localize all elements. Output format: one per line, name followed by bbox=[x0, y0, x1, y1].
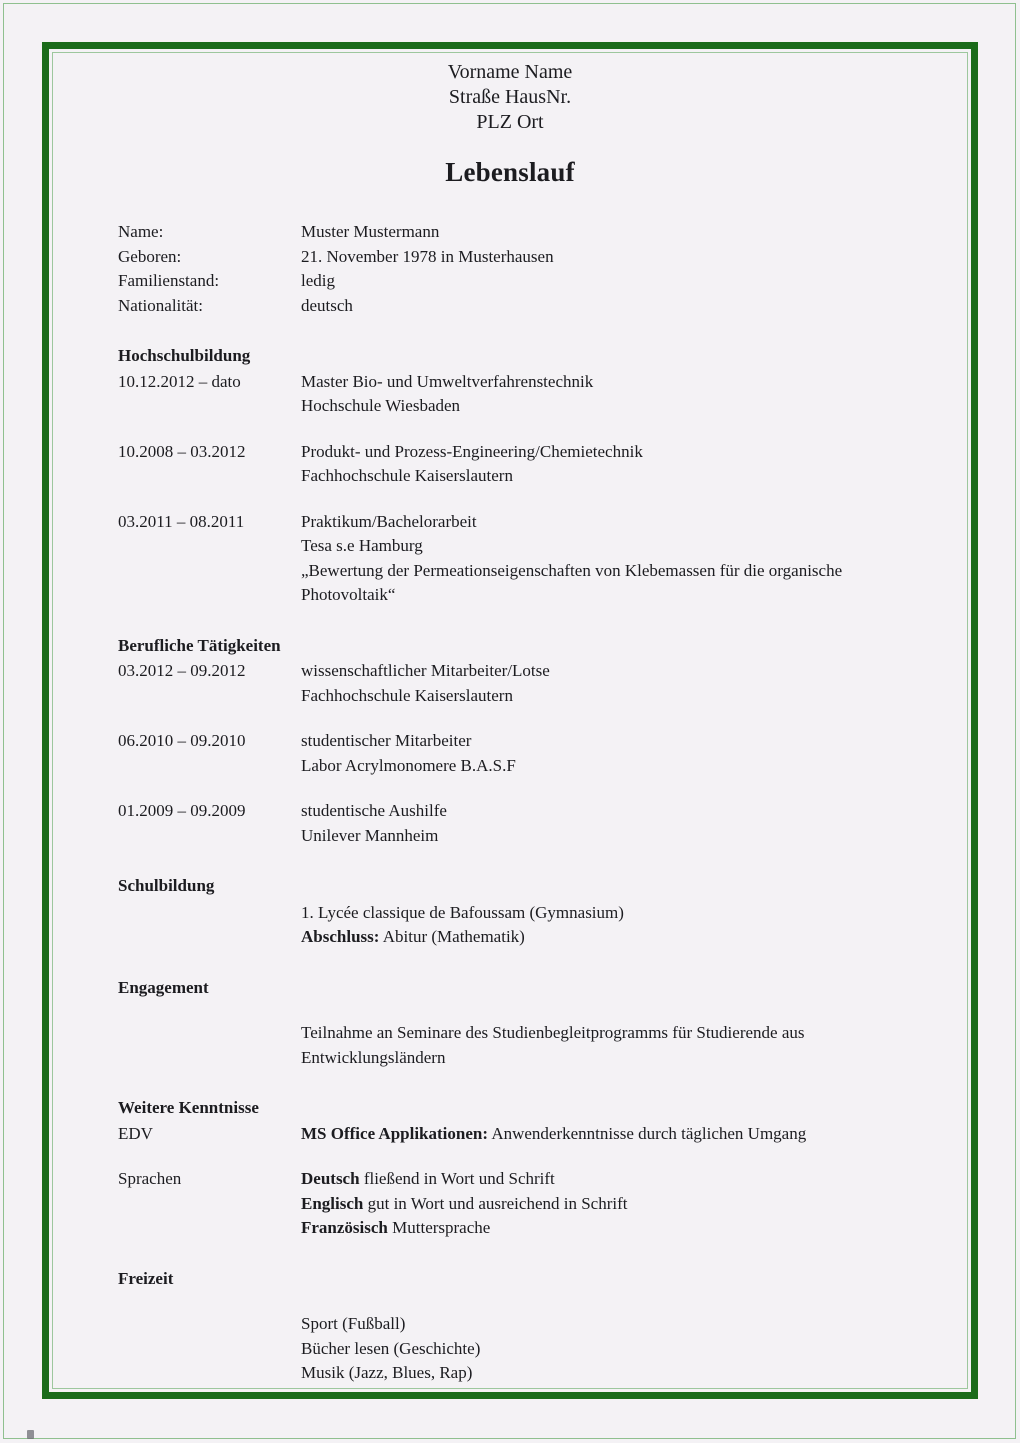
entry-hochschule-2 bbox=[118, 440, 908, 489]
entry-detail bbox=[301, 659, 908, 708]
entry-hochschule-1 bbox=[118, 370, 908, 419]
language-line bbox=[301, 1167, 908, 1192]
language-name: Deutsch bbox=[301, 1169, 360, 1188]
contact-header bbox=[0, 60, 1020, 135]
section-heading-schulbildung: Schulbildung bbox=[118, 876, 215, 895]
language-line bbox=[301, 1192, 908, 1217]
entry-period: 03.2012 – 09.2012 bbox=[118, 661, 246, 680]
entry-detail bbox=[301, 440, 908, 489]
entry-engagement bbox=[118, 1021, 908, 1070]
degree-label: Abschluss: bbox=[301, 927, 380, 946]
contact-name: Vorname Name bbox=[447, 61, 573, 83]
personal-value-nationalitaet: deutsch bbox=[301, 295, 353, 315]
entry-hochschule-3 bbox=[118, 510, 908, 608]
table-row bbox=[118, 294, 908, 319]
entry-detail bbox=[301, 1021, 908, 1070]
edv-line bbox=[301, 1122, 908, 1147]
entry-detail bbox=[301, 510, 908, 608]
sprachen-label: Sprachen bbox=[118, 1169, 182, 1188]
entry-edv bbox=[118, 1122, 908, 1147]
hobby-line: Bücher lesen (Geschichte) bbox=[301, 1338, 481, 1358]
hobby-line: Musik (Jazz, Blues, Rap) bbox=[301, 1363, 473, 1382]
entry-line: wissenschaftlicher Mitarbeiter/Lotse bbox=[301, 661, 550, 680]
entry-period: 03.2011 – 08.2011 bbox=[118, 511, 245, 531]
personal-label-geboren: Geboren: bbox=[118, 246, 182, 266]
language-name: Englisch bbox=[301, 1193, 364, 1213]
entry-period: 10.2008 – 03.2012 bbox=[118, 441, 246, 461]
language-level: Muttersprache bbox=[387, 1218, 491, 1237]
section-heading-engagement: Engagement bbox=[118, 977, 209, 997]
section-heading-berufliche-taetigkeiten: Berufliche Tätigkeiten bbox=[118, 635, 281, 655]
entry-line: Unilever Mannheim bbox=[301, 825, 439, 845]
entry-line: studentischer Mitarbeiter bbox=[301, 731, 472, 750]
personal-value-name: Muster Mustermann bbox=[301, 222, 440, 241]
personal-label-name: Name: bbox=[118, 222, 164, 241]
language-level: fließend in Wort und Schrift bbox=[359, 1169, 555, 1188]
entry-period: 01.2009 – 09.2009 bbox=[118, 801, 246, 820]
engagement-line-2: Entwicklungsländern bbox=[301, 1047, 446, 1067]
personal-value-familienstand: ledig bbox=[301, 271, 335, 290]
entry-detail bbox=[301, 901, 908, 950]
school-degree-line bbox=[301, 925, 908, 950]
section-heading-freizeit: Freizeit bbox=[118, 1268, 174, 1288]
entry-line: Fachhochschule Kaiserslautern bbox=[301, 685, 513, 705]
entry-line: Produkt- und Prozess-Engineering/Chemietechnik bbox=[301, 441, 643, 461]
entry-freizeit bbox=[118, 1312, 908, 1386]
page-title: Lebenslauf bbox=[445, 157, 575, 187]
entry-line: Fachhochschule Kaiserslautern bbox=[301, 466, 513, 485]
language-level: gut in Wort und ausreichend in Schrift bbox=[363, 1193, 628, 1213]
personal-label-nationalitaet: Nationalität: bbox=[118, 295, 203, 315]
table-row bbox=[118, 245, 908, 270]
entry-beruf-3 bbox=[118, 799, 908, 848]
entry-beruf-2 bbox=[118, 729, 908, 778]
thesis-title-line-2: Photovoltaik“ bbox=[301, 585, 396, 604]
language-line bbox=[301, 1216, 908, 1241]
personal-label-familienstand: Familienstand: bbox=[118, 271, 220, 290]
edv-label: EDV bbox=[118, 1123, 153, 1143]
engagement-line-1: Teilnahme an Seminare des Studienbegleitprogramms für Studierende aus bbox=[301, 1023, 805, 1042]
entry-detail bbox=[301, 729, 908, 778]
entry-detail bbox=[301, 1312, 908, 1386]
section-heading-hochschulbildung: Hochschulbildung bbox=[118, 346, 251, 365]
contact-city: PLZ Ort bbox=[476, 111, 544, 133]
table-row bbox=[118, 269, 908, 294]
entry-schulbildung bbox=[118, 901, 908, 950]
cv-body bbox=[118, 220, 908, 1386]
entry-line: Tesa s.e Hamburg bbox=[301, 536, 423, 555]
hobby-line: Sport (Fußball) bbox=[301, 1314, 406, 1333]
entry-line: Labor Acrylmonomere B.A.S.F bbox=[301, 755, 516, 775]
entry-period: 06.2010 – 09.2010 bbox=[118, 731, 246, 750]
contact-street: Straße HausNr. bbox=[448, 86, 572, 108]
entry-sprachen bbox=[118, 1167, 908, 1241]
section-heading-weitere-kenntnisse: Weitere Kenntnisse bbox=[118, 1098, 259, 1117]
entry-period: 10.12.2012 – dato bbox=[118, 371, 241, 391]
sprachen-detail bbox=[301, 1167, 908, 1241]
table-row bbox=[118, 220, 908, 245]
thesis-title-line-1: „Bewertung der Permeationseigenschaften von Klebemassen für die organische bbox=[301, 560, 843, 580]
school-name-line: 1. Lycée classique de Bafoussam (Gymnasium) bbox=[301, 902, 624, 922]
edv-value: Anwenderkenntnisse durch täglichen Umgang bbox=[488, 1123, 807, 1143]
entry-line: studentische Aushilfe bbox=[301, 801, 447, 820]
entry-detail bbox=[301, 370, 908, 419]
personal-value-geboren: 21. November 1978 in Musterhausen bbox=[301, 246, 554, 266]
personal-details-block bbox=[118, 220, 908, 318]
entry-line: Master Bio- und Umweltverfahrenstechnik bbox=[301, 371, 594, 391]
language-name: Französisch bbox=[301, 1218, 388, 1237]
entry-line: Praktikum/Bachelorarbeit bbox=[301, 511, 477, 531]
edv-detail bbox=[301, 1122, 908, 1147]
edv-bold-label: MS Office Applikationen: bbox=[301, 1123, 489, 1143]
entry-beruf-1 bbox=[118, 659, 908, 708]
entry-line: Hochschule Wiesbaden bbox=[301, 396, 461, 415]
degree-value: Abitur (Mathematik) bbox=[379, 927, 525, 946]
entry-detail bbox=[301, 799, 908, 848]
